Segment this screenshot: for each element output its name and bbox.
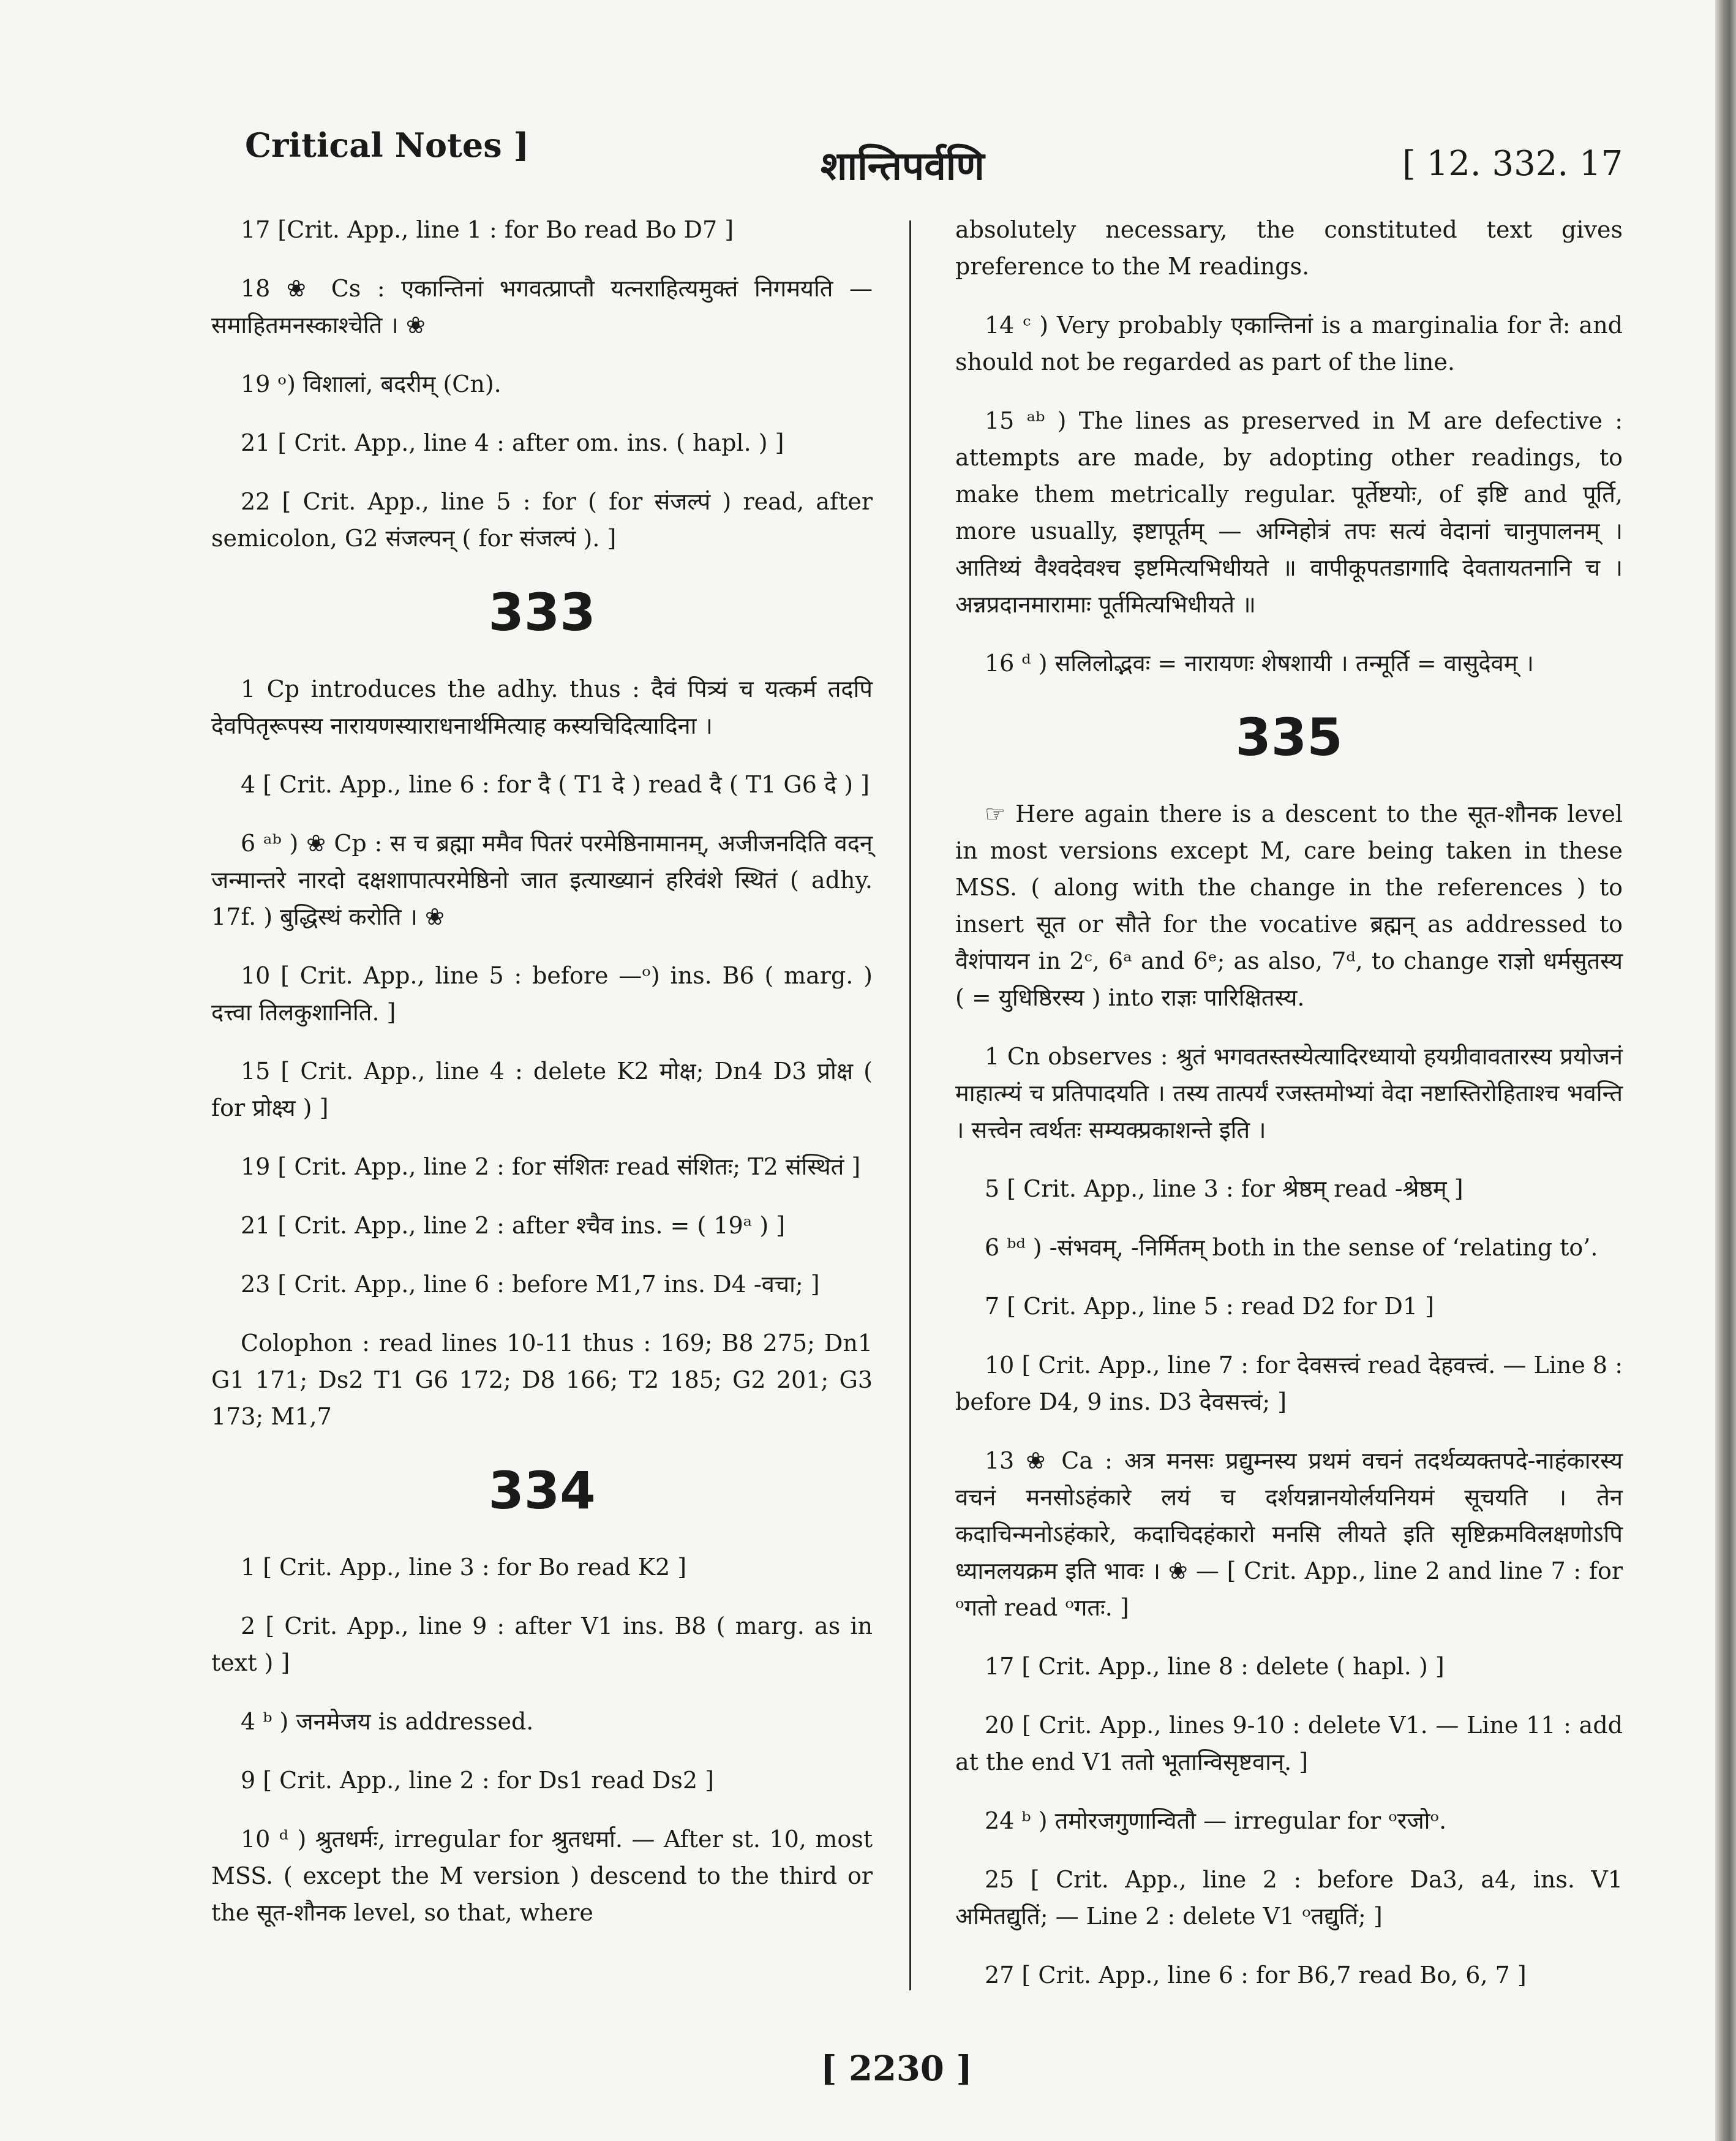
note-entry: 6 ᵇᵈ ) -संभवम्, -निर्मितम् both in the sense of ‘relating to’. [985,1234,1598,1261]
note-entry: 13 ❀ Ca : अत्र मनसः प्रद्युम्नस्य प्रथमं वचनं तदर्थव्यक्तपदे-नाहंकारस्य वचनं मनसोऽहंकारे लयं च दर्शयन्नानयोर्लयनियमं सूचयति । तेन कदाचिन्मनोऽहंकारे, कदाचिदहंकारो मनसि लीयते इति सृष्टिक्रमविलक्षणोऽपि ध्यानलयक्रम इति भावः । ❀ — [ Crit. App., line 2 and line 7 : for ᵒगतो read ᵒगतः. ] [955,1447,1623,1621]
note-entry: 1 [ Crit. App., line 3 : for Bo read K2 ] [241,1554,687,1581]
note-entry: 15 [ Crit. App., line 4 : delete K2 मोक्ष; Dn4 D3 प्रोक्ष ( for प्रोक्ष्य ) ] [211,1058,873,1121]
section-number: 333 [488,582,596,642]
note-entry: 10 [ Crit. App., line 5 : before —ᵒ) ins. B6 ( marg. ) दत्त्वा तिलकुशानिति. ] [211,962,873,1026]
running-header-reference: [ 12. 332. 17 [1402,144,1623,184]
note-entry: 6 ᵃᵇ ) ❀ Cp : स च ब्रह्मा ममैव पितरं परमेष्ठिनामानम्, अजीजनदिति वदन् जन्मान्तरे नारदो दक्षशापात्परमेष्ठिनो जात इत्याख्यानं हरिवंशे स्थितं ( adhy. 17f. ) बुद्धिस्थं करोति । ❀ [211,830,873,930]
note-entry: ☞ Here again there is a descent to the सूत-शौनक level in most versions except M, care being taken in these MSS. ( along with the change in the references ) to insert सूत or सौते for the vocative ब्रह्मन् as addressed to वैशंपायन in 2ᶜ, 6ᵃ and 6ᵉ; as also, 7ᵈ, to change राज्ञो धर्मसुतस्य ( = युधिष्ठिरस्य ) into राज्ञः पारिक्षितस्य. [955,800,1623,1011]
column-divider [909,220,911,1990]
note-entry: 21 [ Crit. App., line 4 : after om. ins. ( hapl. ) ] [241,429,784,456]
note-entry: 25 [ Crit. App., line 2 : before Da3, a4, ins. V1 अमितद्युतिं; — Line 2 : delete V1 ᵒतद्युतिं; ] [955,1866,1623,1930]
note-entry: 19 ᵒ) विशालां, बदरीम् (Cn). [241,371,502,397]
page-number: [ 2230 ] [821,2049,972,2089]
note-entry: 27 [ Crit. App., line 6 : for B6,7 read Bo, 6, 7 ] [985,1962,1527,1989]
note-entry: 14 ᶜ ) Very probably एकान्तिनां is a marginalia for ते: and should not be regarded as part of the line. [955,312,1623,375]
running-header-left: Critical Notes ] [245,126,530,165]
note-entry: 5 [ Crit. App., line 3 : for श्रेष्ठम् read -श्रेष्ठम् ] [985,1175,1464,1202]
note-continuation: absolutely necessary, the constituted text gives preference to the M readings. [955,216,1623,280]
right-column [955,211,1623,2015]
running-header-title: शान्तिपर्वणि [821,143,985,189]
note-entry: 19 [ Crit. App., line 2 : for संशितः read संशितः; T2 संस्थितं ] [241,1153,861,1180]
note-entry: 17 [ Crit. App., line 8 : delete ( hapl. ) ] [985,1653,1445,1680]
page-edge-scan-shadow [1715,0,1736,2141]
note-entry: 10 ᵈ ) श्रुतधर्मः, irregular for श्रुतधर्मा. — After st. 10, most MSS. ( except the M version ) descend to the third or the सूत-शौनक level, so that, where [211,1826,873,1926]
note-entry: 15 ᵃᵇ ) The lines as preserved in M are defective : attempts are made, by adopting other readings, to make them metrically regular. पूर्तेष्टयोः, of इष्टि and पूर्ति, more usually, इष्टापूर्तम् — अग्निहोत्रं तपः सत्यं वेदानां चानुपालनम् । आतिथ्यं वैश्वदेवश्च इष्टमित्यभिधीयते ॥ वापीकूपतडागादि देवतायतनानि च । अन्नप्रदानमारामाः पूर्तमित्यभिधीयते ॥ [955,407,1623,618]
note-entry: 4 ᵇ ) जनमेजय is addressed. [241,1708,534,1735]
note-entry: 22 [ Crit. App., line 5 : for ( for संजल्पं ) read, after semicolon, G2 संजल्पन् ( for संजल्पं ). ] [211,488,873,552]
note-entry: 1 Cp introduces the adhy. thus : दैवं पित्र्यं च यत्कर्म तदपि देवपितृरूपस्य नारायणस्याराधनार्थमित्याह कस्यचिदित्यादिना । [211,675,873,739]
section-number: 334 [488,1461,596,1521]
note-entry: 24 ᵇ ) तमोरजगुणान्वितौ — irregular for ᵒरजोᵒ. [985,1807,1447,1834]
note-entry: 20 [ Crit. App., lines 9-10 : delete V1. — Line 11 : add at the end V1 ततो भूतान्विसृष्टवान्. ] [955,1712,1623,1775]
note-entry: 1 Cn observes : श्रुतं भगवतस्तस्येत्यादिरध्यायो हयग्रीवावतारस्य प्रयोजनं माहात्म्यं च प्रतिपादयति । तस्य तात्पर्यं रजस्तमोभ्यां वेदा नष्टास्तिरोहिताश्च भवन्ति । सत्त्वेन त्वर्थतः सम्यक्प्रकाशन्ते इति । [955,1043,1623,1143]
note-entry: 23 [ Crit. App., line 6 : before M1,7 ins. D4 -वचा; ] [241,1271,820,1298]
note-entry: 21 [ Crit. App., line 2 : after श्चैव ins. = ( 19ᵃ ) ] [241,1212,786,1239]
note-entry: 2 [ Crit. App., line 9 : after V1 ins. B8 ( marg. as in text ) ] [211,1612,873,1676]
left-column [211,211,873,1953]
note-entry: 16 ᵈ ) सलिलोद्भवः = नारायणः शेषशायी । तन्मूर्ति = वासुदेवम् । [985,650,1534,677]
note-entry: 9 [ Crit. App., line 2 : for Ds1 read Ds2 ] [241,1767,714,1794]
section-number: 335 [1235,707,1343,767]
note-entry: 7 [ Crit. App., line 5 : read D2 for D1 ] [985,1293,1434,1320]
note-entry: Colophon : read lines 10-11 thus : 169; B8 275; Dn1 G1 171; Ds2 T1 G6 172; D8 166; T2 185; G2 201; G3 173; M1,7 [211,1330,873,1430]
note-entry: 17 [Crit. App., line 1 : for Bo read Bo D7 ] [241,216,734,243]
note-entry: 18 ❀ Cs : एकान्तिनां भगवत्प्राप्तौ यत्नराहित्यमुक्तं निगमयति — समाहितमनस्काश्चेति । ❀ [211,275,873,339]
note-entry: 4 [ Crit. App., line 6 : for दै ( T1 दे ) read दै ( T1 G6 दे ) ] [241,771,870,798]
note-entry: 10 [ Crit. App., line 7 : for देवसत्त्वं read देहवत्त्वं. — Line 8 : before D4, 9 ins. D3 देवसत्त्वं; ] [955,1352,1623,1415]
